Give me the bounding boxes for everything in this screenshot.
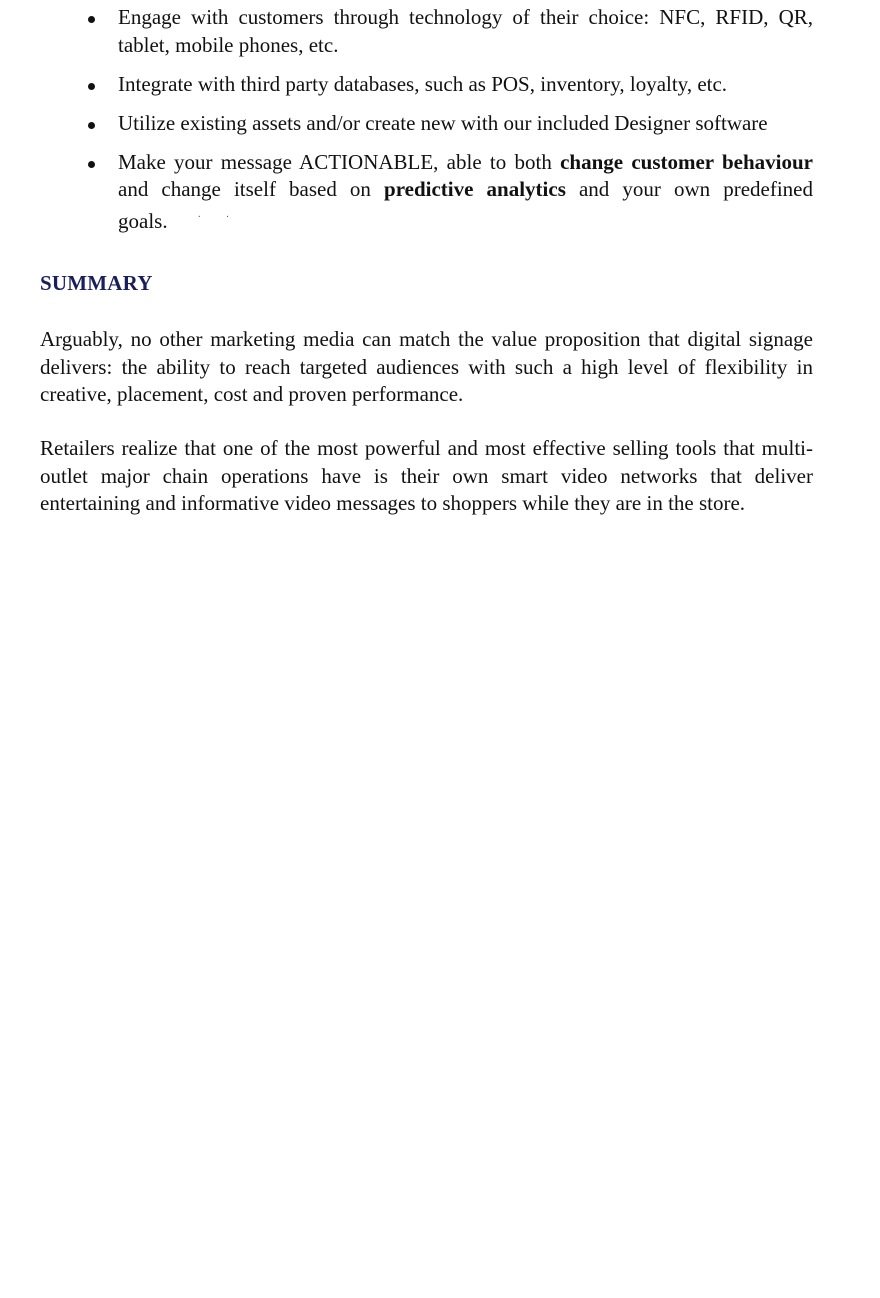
- summary-paragraph-2: Retailers realize that one of the most powerful and most effective selling tools that multi-outlet major chain operations have is their own smart video networks that deliver entertaining and informative video messages to shoppers while they are in the store.: [40, 436, 813, 515]
- bullet-dot-icon: [88, 161, 95, 168]
- bullet-item-utilize: [118, 110, 813, 138]
- stray-dots-decoration: · ·: [197, 211, 230, 223]
- summary-heading: SUMMARY: [40, 271, 153, 295]
- bullet-text: Engage with customers through technology of their choice: NFC, RFID, QR, tablet, mobile phones, etc.: [118, 5, 813, 57]
- bold-phrase-predictive-analytics: predictive analytics: [384, 177, 566, 201]
- bullet-text-part: and change itself based on: [118, 177, 385, 201]
- bullet-dot-icon: [88, 16, 95, 23]
- bullet-item-integrate: [118, 71, 813, 99]
- bullet-text-part: Make your message ACTIONABLE, able to both: [118, 149, 561, 174]
- bullet-text-part: and your own predefined goals.: [118, 177, 814, 233]
- bullet-item-actionable: [118, 149, 813, 236]
- bullet-text: Utilize existing assets and/or create new with our included Designer software: [118, 110, 768, 135]
- summary-paragraph-1: Arguably, no other marketing media can match the value proposition that digital signage delivers: the ability to reach targeted audiences with such a high level of flexibility in creative, placement, cost and proven performance.: [40, 327, 813, 406]
- bullet-item-engage: [118, 4, 813, 59]
- feature-bullet-list: [118, 4, 813, 247]
- bullet-text: Integrate with third party databases, such as POS, inventory, loyalty, etc.: [118, 71, 728, 96]
- bullet-dot-icon: [88, 122, 95, 129]
- bullet-dot-icon: [88, 83, 95, 90]
- bold-phrase-change-customer-behaviour: change customer behaviour: [560, 149, 814, 174]
